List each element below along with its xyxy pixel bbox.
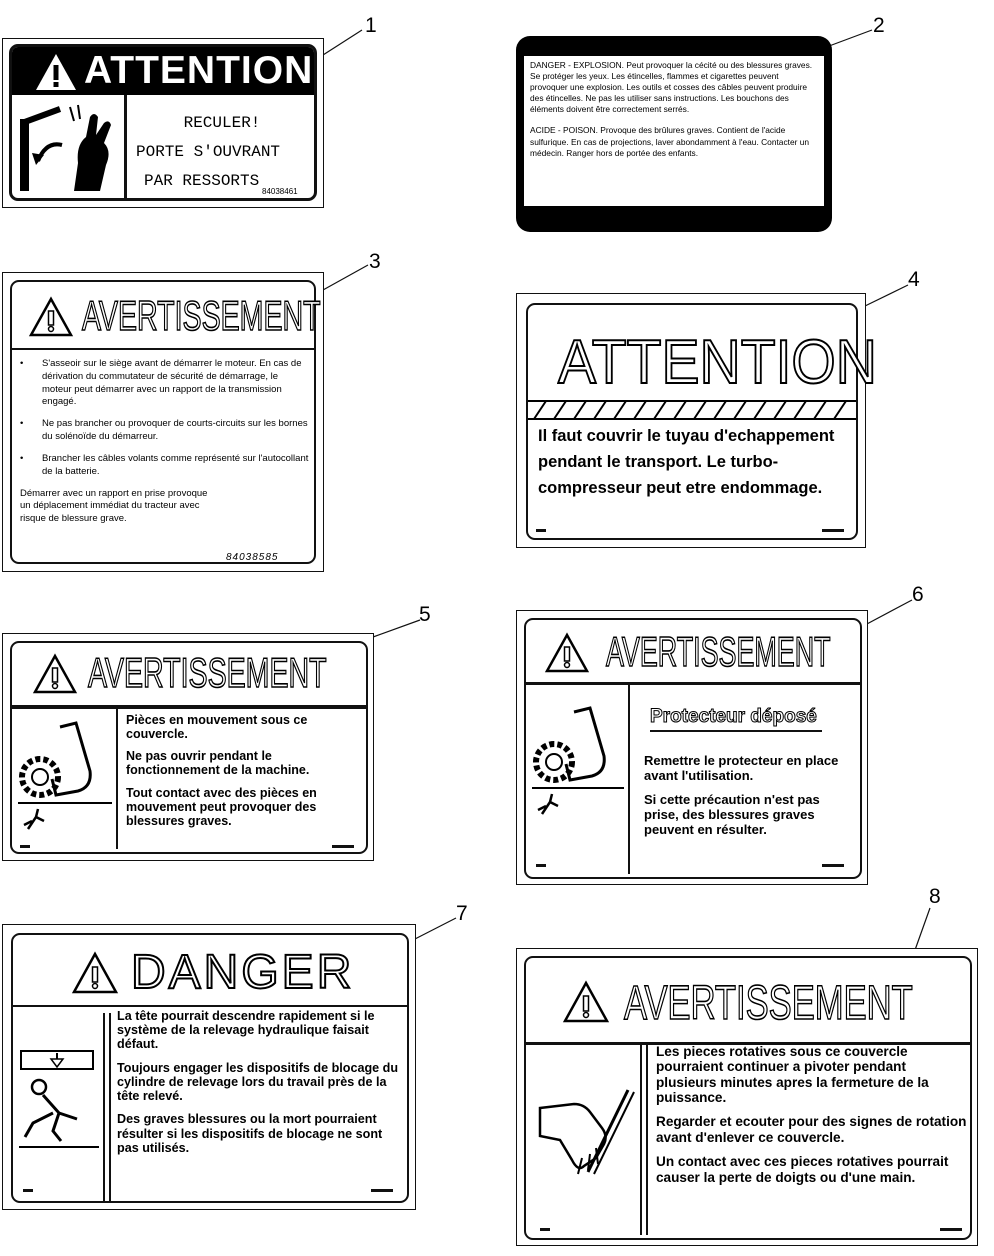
decal-6-para-1: Remettre le protecteur en place avant l'utilisation. (644, 753, 839, 783)
decal-5-para-3: Tout contact avec des pièces en mouvement peut provoquer des blessures graves. (126, 785, 317, 828)
warning-triangle-icon (34, 52, 78, 92)
decal-1-divider (124, 95, 127, 201)
decal-8-divider-vertical-2 (646, 1045, 648, 1235)
callout-7: 7 (456, 902, 468, 925)
decal-7-divider-vertical (103, 1013, 105, 1201)
decal-6-divider-vertical (628, 685, 630, 874)
decal-6-title: AVERTISSEMENT (606, 628, 831, 675)
decal-7-para-2: Toujours engager les dispositifs de blocage du cylindre de relevage lors du travail près de la tête relevé. (117, 1060, 399, 1104)
decal-1-ref: 84038461 (262, 187, 298, 196)
decal-1-line-3: PAR RESSORTS (144, 172, 260, 190)
callout-6: 6 (912, 583, 924, 606)
falling-head-crushed-person-icon (19, 1047, 101, 1157)
decal-2-battery-warning (516, 36, 832, 232)
decal-6-body (644, 754, 858, 837)
decal-3-footer: Démarrer avec un rapport en prise provoque un déplacement immédiat du tracteur avec risque de blessure grave. (20, 487, 208, 525)
decal-3-bullet-1: S'asseoir sur le siège avant de démarrer le moteur. En cas de dérivation du commutateur de sécurité de démarrage, le moteur peut démarrer avec un rapport de la transmission engagé. (42, 358, 302, 408)
callout-5: 5 (419, 603, 431, 626)
decal-6-mark-right (822, 864, 844, 867)
decal-5-title: AVERTISSEMENT (88, 649, 327, 696)
decal-6-subtitle: Protecteur déposé (650, 706, 817, 727)
decal-7-divider (13, 1005, 407, 1007)
decal-8-body (656, 1044, 970, 1185)
decal-5-divider (12, 705, 366, 709)
decal-7-danger-head (2, 924, 416, 1210)
warning-triangle-icon (28, 296, 74, 338)
hand-cut-by-blade-icon (534, 1088, 638, 1184)
decal-3-bullet-3: Brancher les câbles volants comme représenté sur l'autocollant de la batterie. (42, 452, 309, 477)
decal-7-para-3: Des graves blessures ou la mort pourraient résulter si les dispositifs de blocage ne sont pas utilisés. (117, 1112, 383, 1155)
decal-1-header (12, 47, 314, 95)
decal-8-avertissement-rotating (516, 948, 978, 1246)
warning-triangle-icon (544, 632, 590, 674)
decal-5-avertissement-moving-parts (2, 633, 374, 861)
callout-2: 2 (873, 14, 885, 37)
decal-7-title: DANGER (131, 946, 355, 999)
decal-4-hazard-stripe (528, 399, 856, 421)
decal-7-body (117, 1009, 407, 1155)
decal-6-mark-left (536, 864, 546, 867)
decal-3-avertissement-start (2, 272, 324, 572)
decal-6-subtitle-underline (650, 730, 822, 732)
decal-6-avertissement-guard (516, 610, 868, 885)
warning-triangle-icon (32, 653, 78, 695)
decal-5-para-2: Ne pas ouvrir pendant le fonctionnement de la machine. (126, 749, 310, 778)
warning-triangle-icon (562, 980, 610, 1024)
decal-4-mark-left (536, 529, 546, 532)
decal-7-mark-left (23, 1189, 33, 1192)
decal-8-mark-left (540, 1228, 550, 1231)
decal-1-title: ATTENTION (84, 49, 314, 92)
decal-4-attention-exhaust (516, 293, 877, 548)
decal-2-panel (524, 56, 824, 206)
decal-1-attention-door (2, 38, 324, 208)
decal-1-text (130, 109, 314, 196)
decal-5-body (126, 713, 366, 828)
decal-4-body: Il faut couvrir le tuyau d'echappement pendant le transport. Le turbo-compresseur peut etre endommage. (538, 427, 835, 497)
decal-3-divider (12, 348, 314, 350)
decal-5-para-1: Pièces en mouvement sous ce couvercle. (126, 713, 308, 742)
decal-3-body: • S'asseoir sur le siège avant de démarrer le moteur. En cas de dérivation du commutateur de sécurité de démarrage, le moteur peut démarrer avec un rapport de la transmission engagé. • Ne pas brancher ou provoquer de courts-circuits sur les bornes du solénoïde du démarreur. • Brancher les câbles volants comme représenté sur l'autocollant de la batterie. Démarrer avec un rapport en prise provoque un déplacement immédiat du tracteur avec risque de blessure grave. (20, 358, 309, 525)
decal-4-mark-right (822, 529, 844, 532)
decal-7-mark-right (371, 1189, 393, 1192)
decal-8-para-2: Regarder et ecouter pour des signes de rotation avant d'enlever ce couvercle. (656, 1114, 967, 1145)
warning-triangle-icon (71, 951, 119, 995)
decal-1-line-2: PORTE S'OUVRANT (136, 143, 281, 161)
decal-5-mark-left (20, 845, 30, 848)
rotating-drum-hand-icon (18, 721, 112, 841)
decal-7-divider-vertical-2 (109, 1013, 111, 1201)
decal-8-title: AVERTISSEMENT (624, 977, 913, 1030)
decal-1-line-1: RECULER! (183, 114, 261, 132)
callout-1: 1 (365, 14, 377, 37)
callout-8: 8 (929, 885, 941, 908)
decal-3-ref: 84038585 (226, 552, 279, 563)
rotating-drum-hand-icon (532, 706, 624, 826)
decal-8-mark-right (940, 1228, 962, 1231)
door-spring-hand-icon (16, 101, 120, 197)
decal-3-title: AVERTISSEMENT (82, 292, 321, 339)
decal-8-para-3: Un contact avec ces pieces rotatives pourrait causer la perte de doigts ou d'une main. (656, 1154, 949, 1185)
decal-4-title: ATTENTION (558, 328, 877, 397)
decal-6-divider (526, 682, 860, 685)
decal-2-paragraph-1: DANGER - EXPLOSION. Peut provoquer la cécité ou des blessures graves. Se protéger les yeux. Les étincelles, flammes et cigarettes peuvent provoquer une explosion. Les outils et cosses des câbles peuvent produire des étincelles. Ne pas les utiliser sans instructions. Les bouchons des éléments doivent être correctement serrés. (530, 60, 813, 115)
callout-3: 3 (369, 250, 381, 273)
callout-4: 4 (908, 268, 920, 291)
decal-8-divider-vertical (640, 1045, 642, 1235)
decal-5-divider-vertical (116, 709, 118, 849)
decal-2-paragraph-2: ACIDE - POISON. Provoque des brûlures graves. Contient de l'acide sulfurique. En cas de projections, laver abondamment à l'eau. Contacter un médecin. Ranger hors de portée des enfants. (530, 125, 810, 158)
decal-7-para-1: La tête pourrait descendre rapidement si le système de la relevage hydraulique faisait défaut. (117, 1009, 375, 1052)
decal-6-para-2: Si cette précaution n'est pas prise, des blessures graves peuvent en résulter. (644, 792, 820, 837)
decal-5-mark-right (332, 845, 354, 848)
decal-8-para-1: Les pieces rotatives sous ce couvercle pourraient continuer a pivoter pendant plusieurs minutes apres la fermeture de la puissance. (656, 1044, 929, 1106)
decal-3-bullet-2: Ne pas brancher ou provoquer de courts-circuits sur les bornes du solénoïde du démarreur. (42, 418, 308, 443)
